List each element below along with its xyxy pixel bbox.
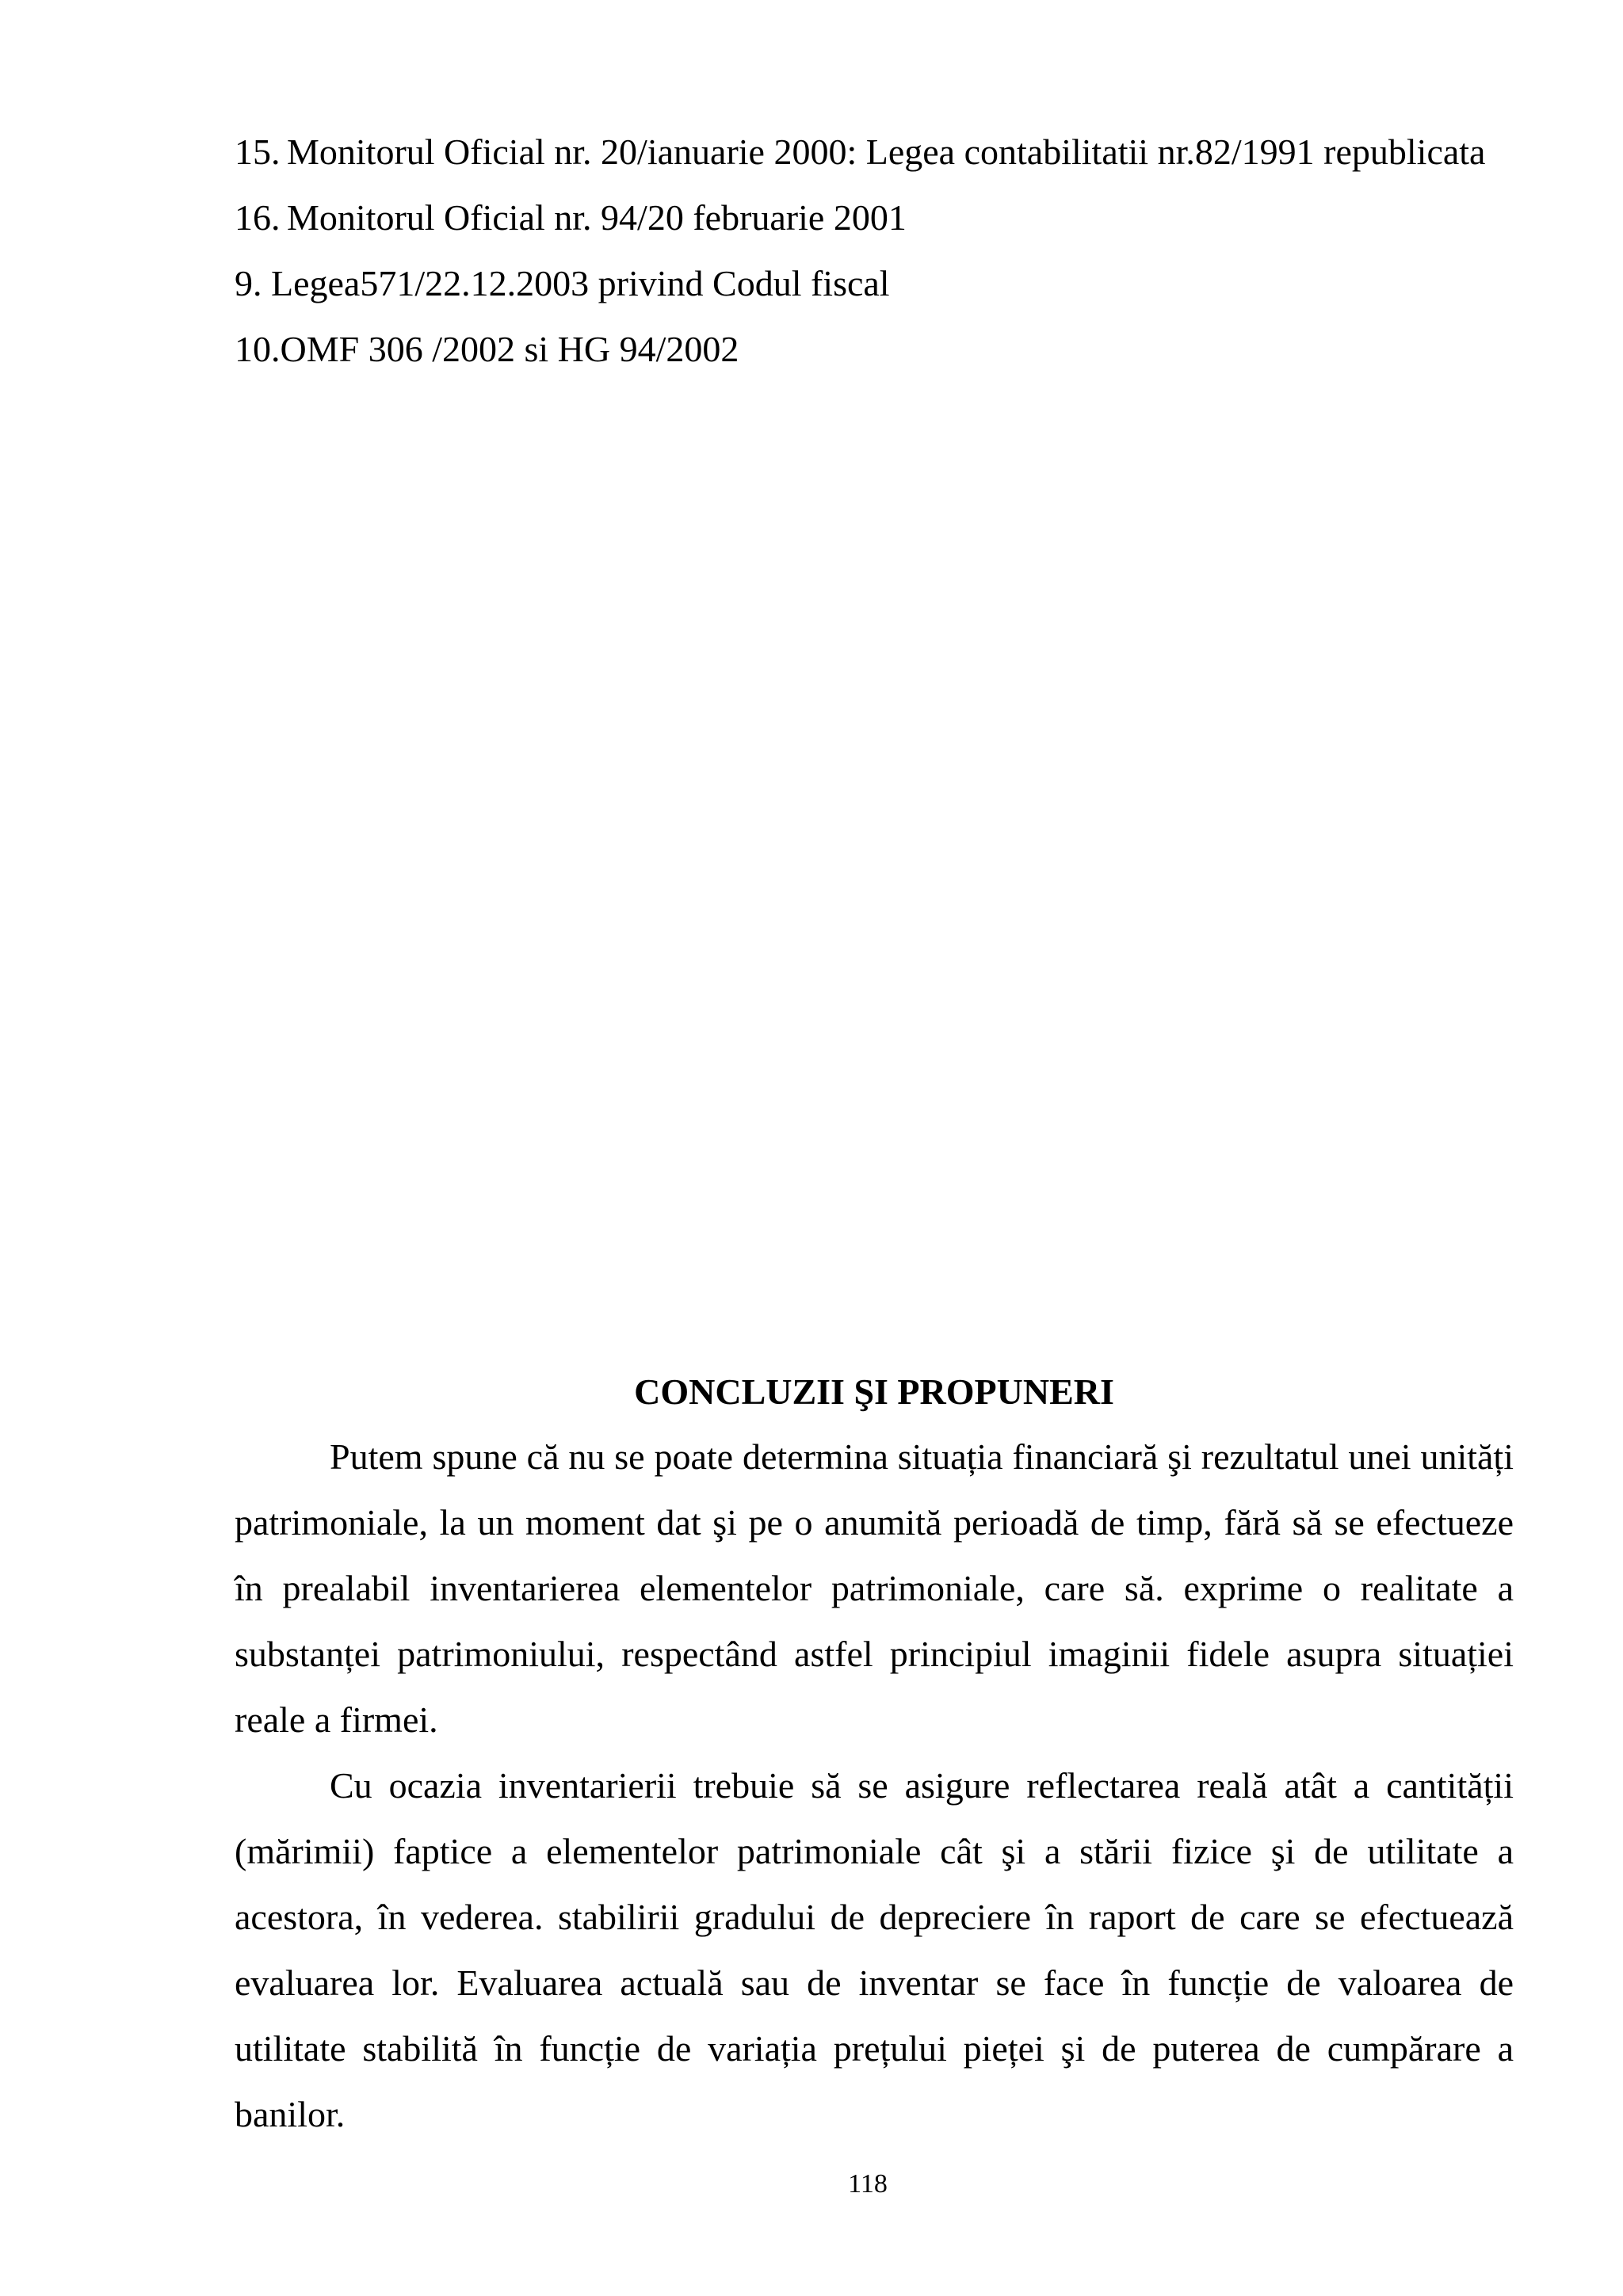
reference-text: OMF 306 /2002 si HG 94/2002	[280, 329, 739, 369]
reference-item	[235, 119, 1514, 185]
body-paragraph: Putem spune că nu se poate determina situația financiară şi rezultatul unei unități patrimoniale, la un moment dat şi pe o anumită perioadă de timp, fără să se efectueze în prealabil inventarierea elementelor patrimoniale, care să. exprime o realitate a substanței patrimoniului, respectând astfel principiul imaginii fidele asupra situației reale a firmei.	[235, 1436, 1514, 1740]
reference-text: Monitorul Oficial nr. 20/ianuarie 2000: Legea contabilitatii nr.82/1991 republicata	[287, 132, 1486, 172]
reference-number: 15.	[235, 132, 281, 172]
reference-number: 10.	[235, 329, 281, 369]
reference-number: 16.	[235, 197, 281, 238]
page-number: 118	[848, 2169, 888, 2199]
section-body	[235, 1424, 1514, 2147]
body-paragraph: Cu ocazia inventarierii trebuie să se asigure reflectarea reală atât a cantității (mărimii) faptice a elementelor patrimoniale cât şi a stării fizice şi de utilitate a acestora, în vederea. stabilirii gradului de depreciere în raport de care se efectuează evaluarea lor. Evaluarea actuală sau de inventar se face în funcție de valoarea de utilitate stabilită în funcție de variația prețului pieței şi de puterea de cumpărare a banilor.	[235, 1765, 1514, 2134]
reference-list	[235, 119, 1514, 382]
reference-text: Legea571/22.12.2003 privind Codul fiscal	[262, 263, 890, 303]
reference-item	[235, 250, 1514, 316]
reference-item	[235, 316, 1514, 382]
section-title: CONCLUZII ŞI PROPUNERI	[634, 1371, 1114, 1412]
reference-number: 9.	[235, 263, 262, 303]
reference-text: Monitorul Oficial nr. 94/20 februarie 2001	[287, 197, 907, 238]
reference-item	[235, 185, 1514, 250]
